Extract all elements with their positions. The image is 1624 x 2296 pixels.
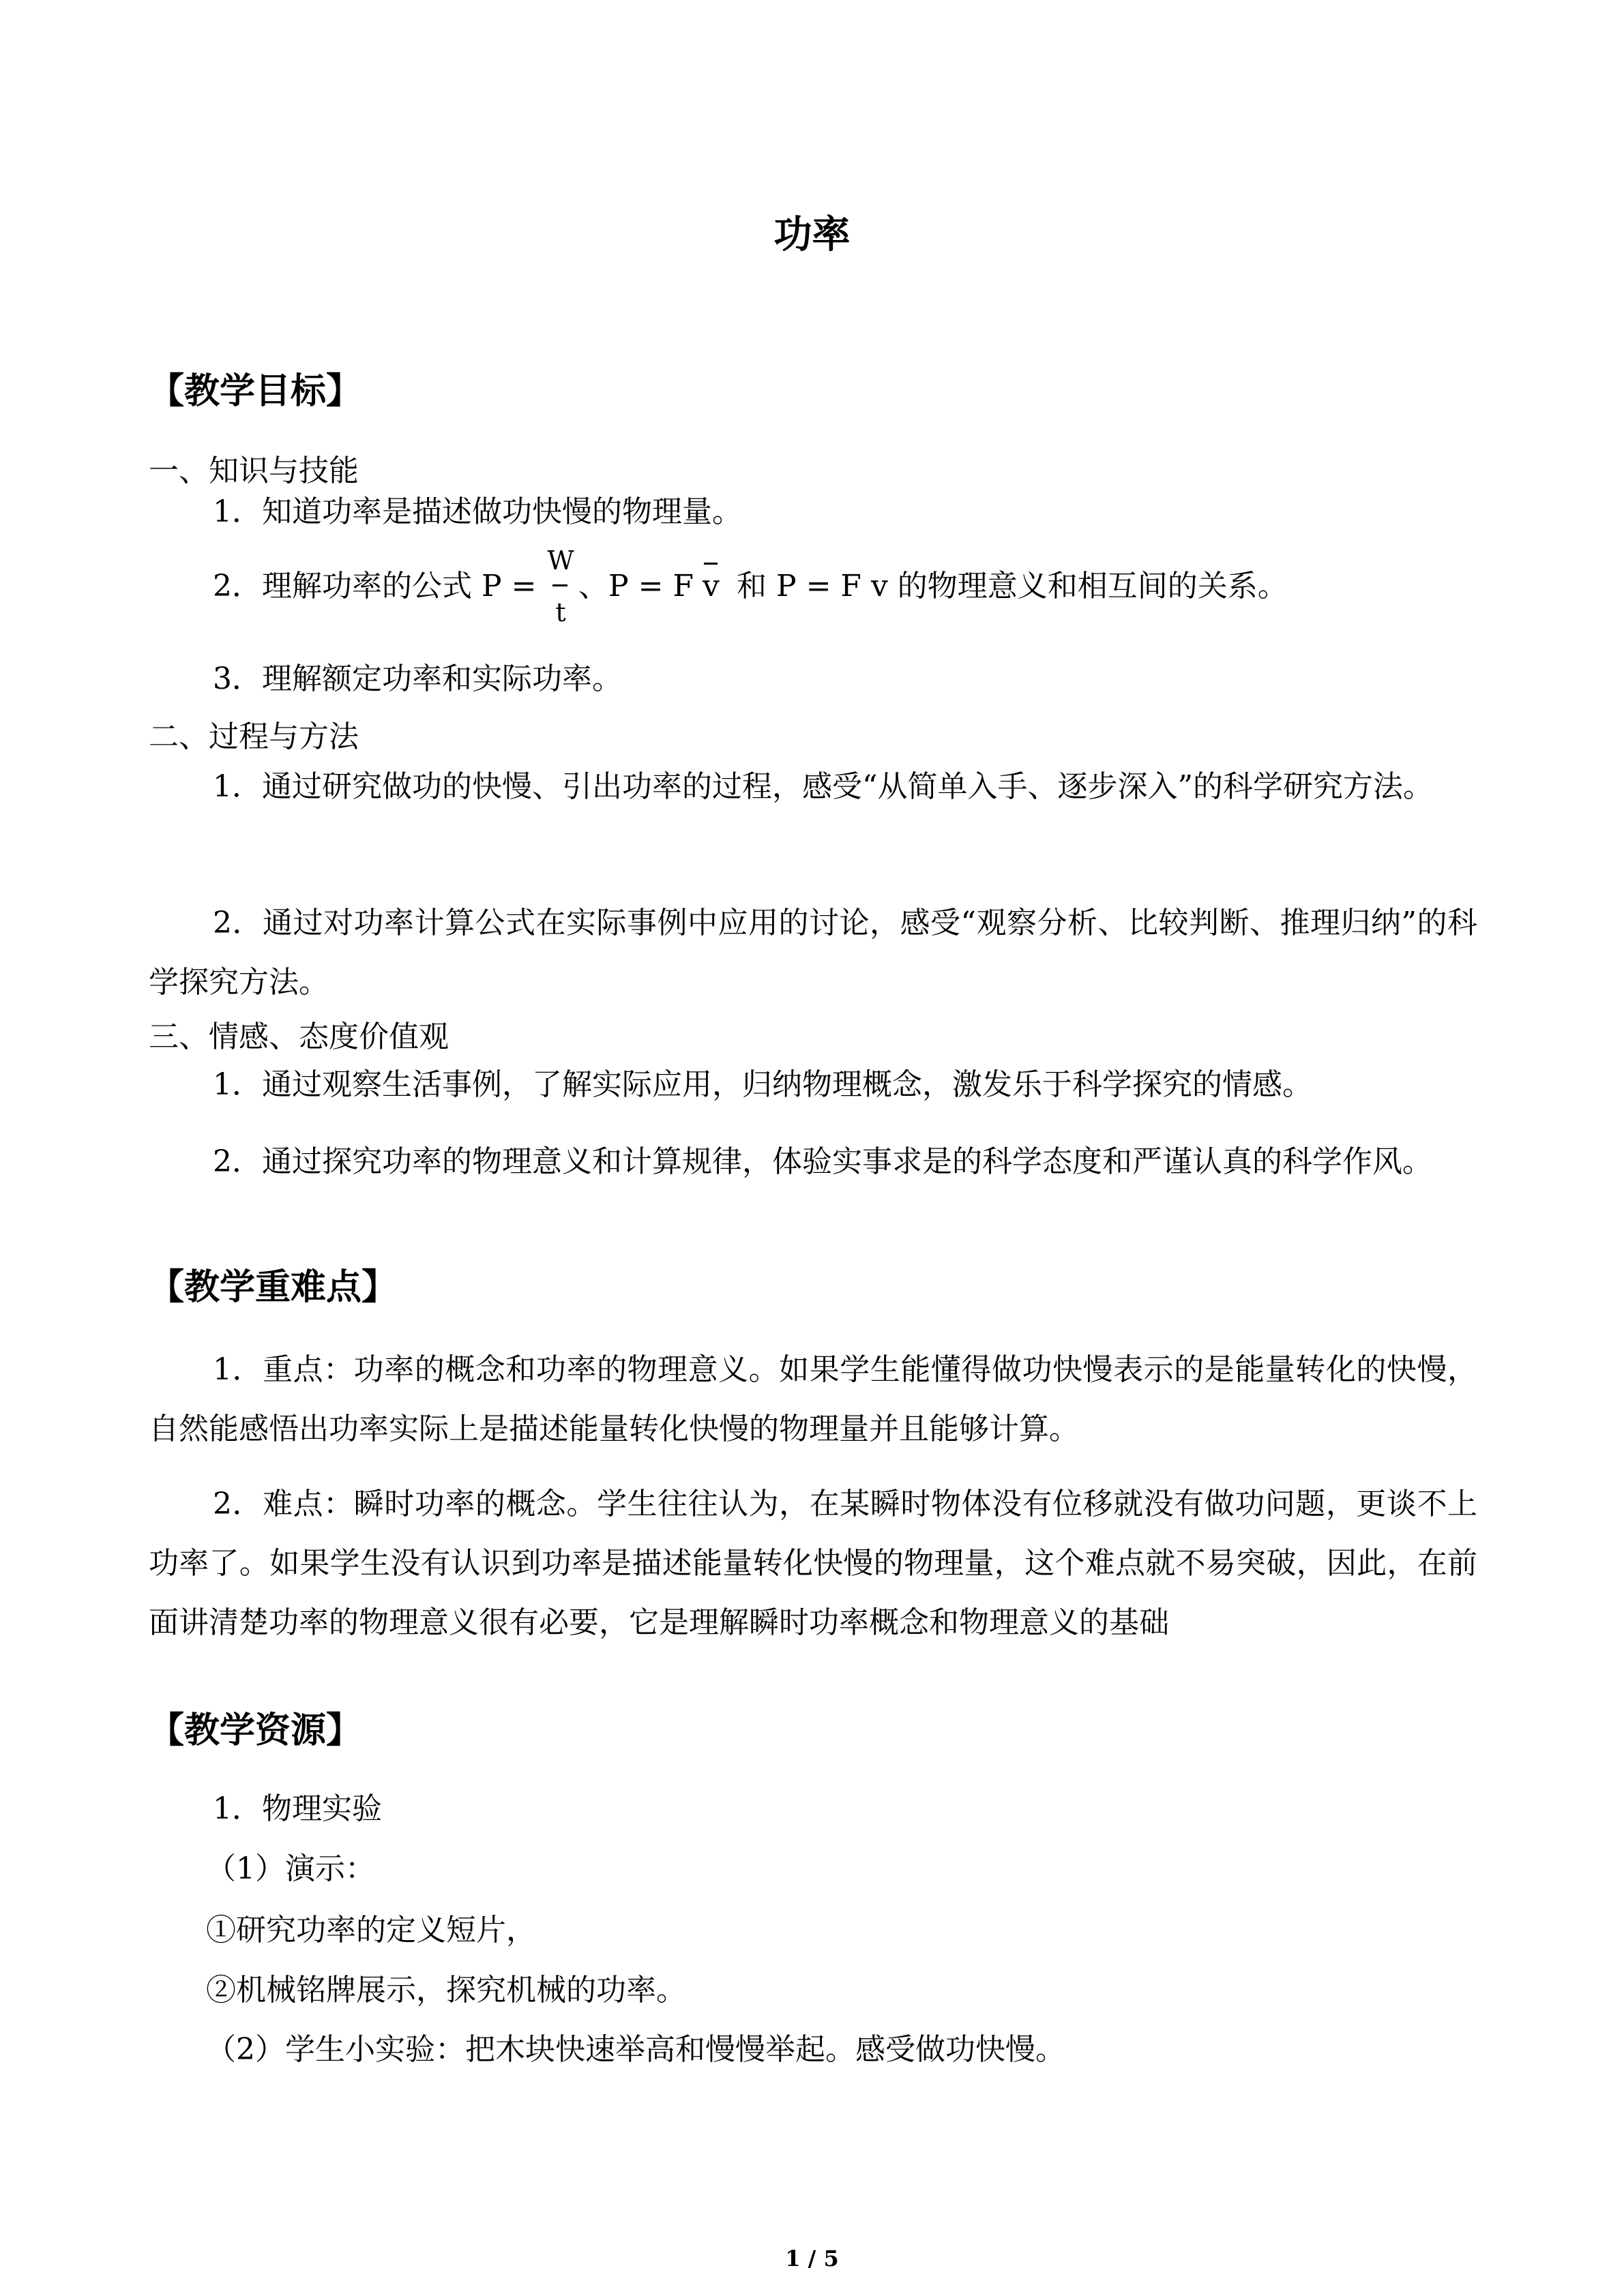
resource-item-3: ①研究功率的定义短片，	[206, 1913, 536, 1948]
page-number: 1 / 5	[785, 2246, 839, 2271]
subheading-process: 二、过程与方法	[149, 719, 359, 754]
process-item-1: 1．通过研究做功的快慢、引出功率的过程，感受“从简单入手、逐步深入”的科学研究方法。	[213, 769, 1433, 804]
objective-item-2-formula	[213, 542, 1509, 631]
fraction-denominator: t	[555, 597, 566, 627]
subheading-knowledge: 一、知识与技能	[149, 453, 359, 488]
heading-key-points: 【教学重难点】	[149, 1267, 398, 1308]
subheading-attitude: 三、情感、态度价值观	[149, 1019, 449, 1054]
objective-item-3: 3．理解额定功率和实际功率。	[213, 661, 622, 696]
key-point-2: 2．难点：瞬时功率的概念。学生往往认为，在某瞬时物体没有位移就没有做功问题，更谈不上功率了。如果学生没有认识到功率是描述能量转化快慢的物理量，这个难点就不易突破，因此，在前面讲清楚功率的物理意义很有必要，它是理解瞬时功率概念和物理意义的基础	[149, 1487, 1477, 1640]
objective-item-1: 1．知道功率是描述做功快慢的物理量。	[213, 494, 742, 529]
resource-item-4: ②机械铭牌展示，探究机械的功率。	[206, 1973, 686, 2008]
attitude-item-2: 2．通过探究功率的物理意义和计算规律，体验实事求是的科学态度和严谨认真的科学作风。	[213, 1144, 1432, 1179]
formula-mid: 、P = F	[578, 569, 694, 603]
fraction-bar	[552, 584, 567, 586]
attitude-item-1: 1．通过观察生活事例，了解实际应用，归纳物理概念，激发乐于科学探究的情感。	[213, 1067, 1312, 1102]
formula-prefix: 2．理解功率的公式 P =	[213, 569, 537, 603]
page-title: 功率	[773, 213, 851, 257]
resource-item-5: （2）学生小实验：把木块快速举高和慢慢举起。感受做功快慢。	[206, 2032, 1065, 2067]
fraction-numerator: W	[547, 546, 574, 576]
fraction-w-over-t	[547, 542, 574, 631]
overline-bar	[704, 563, 718, 565]
heading-objectives: 【教学目标】	[149, 371, 362, 412]
formula-suffix: 和 P = F v 的物理意义和相互间的关系。	[737, 569, 1288, 603]
resource-item-1: 1．物理实验	[213, 1791, 382, 1826]
v-bar-symbol	[698, 542, 719, 631]
heading-resources: 【教学资源】	[149, 1710, 362, 1751]
v-letter: v	[703, 569, 720, 603]
key-point-1: 1．重点：功率的概念和功率的物理意义。如果学生能懂得做功快慢表示的是能量转化的快慢，自然能感悟出功率实际上是描述能量转化快慢的物理量并且能够计算。	[149, 1352, 1477, 1446]
resource-item-2: （1）演示：	[206, 1851, 375, 1886]
process-item-2: 2．通过对功率计算公式在实际事例中应用的讨论，感受“观察分析、比较判断、推理归纳”的科学探究方法。	[149, 906, 1477, 1000]
